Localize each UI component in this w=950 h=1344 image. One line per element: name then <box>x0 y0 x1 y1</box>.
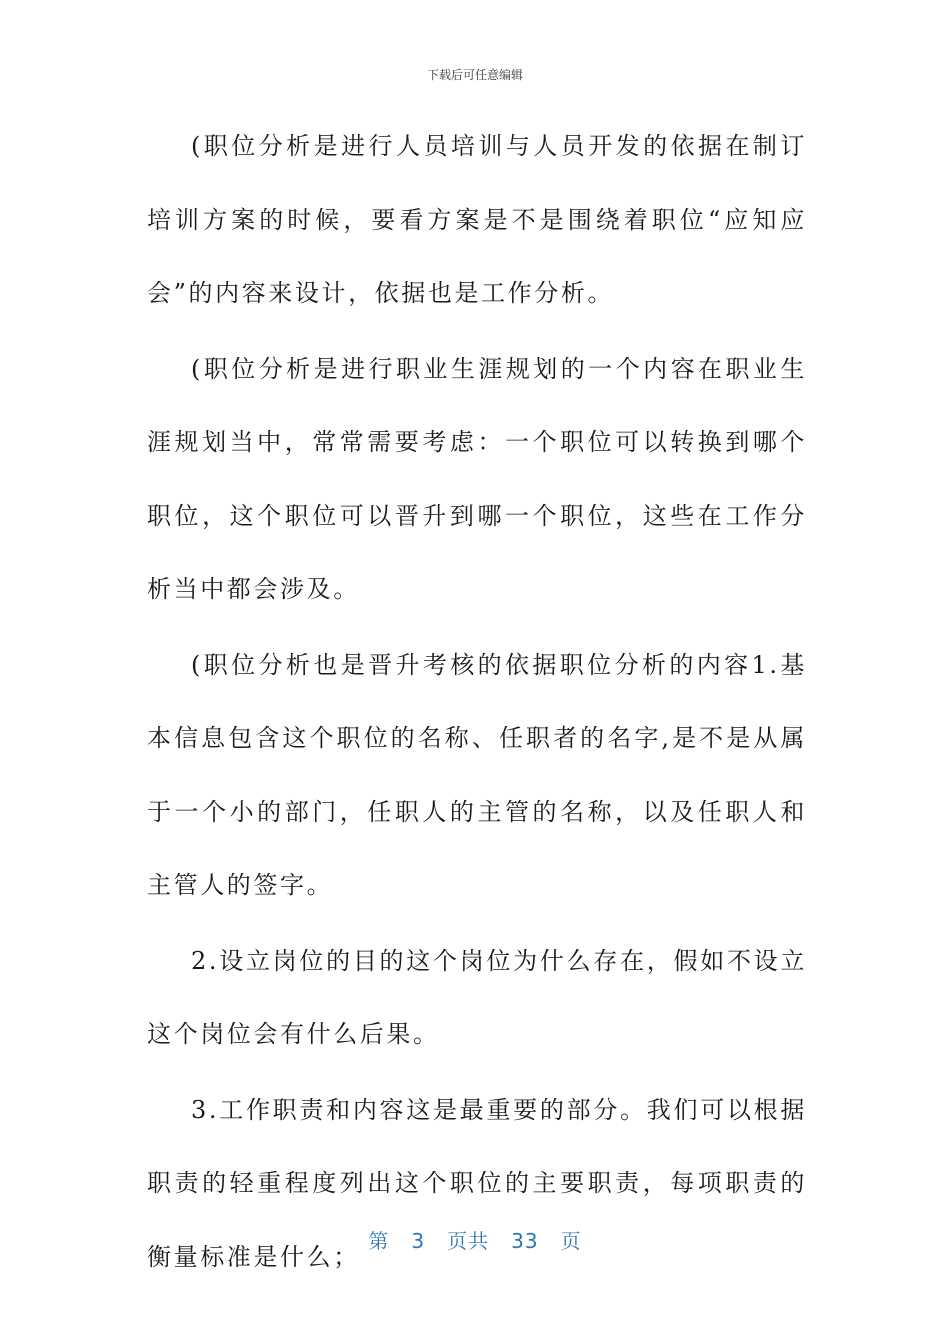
current-page-number: 3 <box>411 1229 426 1253</box>
page-footer <box>0 1225 950 1254</box>
page-header: 下载后可任意编辑 <box>426 68 523 82</box>
paragraph-promotion: (职位分析也是晋升考核的依据职位分析的内容1.基本信息包含这个职位的名称、任职者的名字,是不是从属于一个小的部门，任职人的主管的名称，以及任职人和主管人的签字。 <box>147 650 807 899</box>
total-pages-number: 33 <box>511 1229 539 1253</box>
paragraph-career-planning: (职位分析是进行职业生涯规划的一个内容在职业生涯规划当中，常常需要考虑：一个职位可以转换到哪个职位，这个职位可以晋升到哪一个职位，这些在工作分析当中都会涉及。 <box>147 354 807 603</box>
paragraph-position-purpose: 2.设立岗位的目的这个岗位为什么存在，假如不设立这个岗位会有什么后果。 <box>147 946 807 1048</box>
paragraph-training: (职位分析是进行人员培训与人员开发的依据在制订培训方案的时候，要看方案是不是围绕着职位“应知应会”的内容来设计，依据也是工作分析。 <box>147 132 807 307</box>
document-body <box>147 110 807 1296</box>
footer-suffix: 页 <box>560 1229 582 1253</box>
paragraph-responsibilities: 3.工作职责和内容这是最重要的部分。我们可以根据职责的轻重程度列出这个职位的主要职责，每项职责的衡量标准是什么； <box>147 1095 807 1271</box>
footer-middle: 页共 <box>447 1229 490 1253</box>
footer-prefix: 第 <box>368 1229 390 1253</box>
